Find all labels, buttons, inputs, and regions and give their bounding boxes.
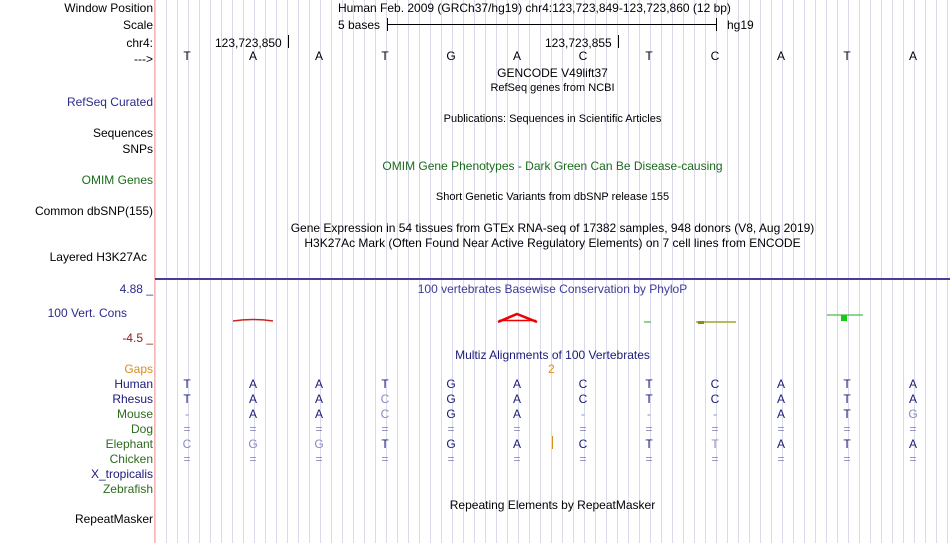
alignment-base: = bbox=[381, 452, 389, 466]
reference-base: T bbox=[381, 49, 389, 63]
ruler-position-2: 123,723,855 bbox=[545, 36, 612, 50]
gencode-track-title[interactable]: GENCODE V49lift37 bbox=[497, 66, 608, 80]
alignment-base: = bbox=[447, 422, 455, 436]
repeatmasker-track-description[interactable]: Repeating Elements by RepeatMasker bbox=[449, 498, 656, 512]
alignment-base: C bbox=[578, 392, 588, 406]
alignment-base: C bbox=[380, 407, 390, 421]
reference-base: T bbox=[843, 49, 851, 63]
gtex-track-description[interactable]: Gene Expression in 54 tissues from GTEx RNA-seq of 17382 samples, 948 donors (V8, Aug 2019) bbox=[290, 221, 815, 235]
alignment-base: C bbox=[380, 392, 390, 406]
conservation-max-label: 4.88 _ bbox=[119, 282, 153, 296]
strand-arrow-label[interactable]: ---> bbox=[134, 52, 153, 66]
alignment-base: = bbox=[843, 422, 851, 436]
alignment-base: = bbox=[579, 452, 587, 466]
track-area[interactable] bbox=[155, 0, 950, 543]
alignment-base: = bbox=[447, 452, 455, 466]
phylop-mark-5-bar bbox=[841, 315, 847, 321]
refseq-curated-label[interactable]: RefSeq Curated bbox=[66, 95, 153, 109]
repeatmasker-label[interactable]: RepeatMasker bbox=[74, 512, 153, 526]
alignment-base: T bbox=[183, 392, 191, 406]
alignment-base: = bbox=[645, 422, 653, 436]
reference-base: A bbox=[776, 49, 785, 63]
alignment-base: = bbox=[249, 452, 257, 466]
alignment-base: A bbox=[248, 377, 257, 391]
gaps-label[interactable]: Gaps bbox=[124, 362, 153, 376]
alignment-base: = bbox=[183, 452, 191, 466]
alignment-base: A bbox=[314, 407, 323, 421]
alignment-base: A bbox=[908, 392, 917, 406]
alignment-base: - bbox=[581, 407, 585, 421]
alignment-base: = bbox=[711, 422, 719, 436]
alignment-base: = bbox=[513, 452, 521, 466]
reference-base: T bbox=[183, 49, 191, 63]
alignment-base: A bbox=[512, 437, 521, 451]
alignment-base: T bbox=[645, 437, 653, 451]
alignment-base: T bbox=[381, 377, 389, 391]
alignment-base: C bbox=[578, 437, 588, 451]
alignment-base: T bbox=[711, 437, 719, 451]
snps-label[interactable]: SNPs bbox=[122, 142, 153, 156]
omim-genes-label[interactable]: OMIM Genes bbox=[81, 173, 153, 187]
alignment-base: A bbox=[776, 377, 785, 391]
alignment-base: A bbox=[776, 407, 785, 421]
species-label-zebrafish[interactable]: Zebrafish bbox=[102, 482, 153, 496]
alignment-base: = bbox=[843, 452, 851, 466]
gap-count: 2 bbox=[548, 362, 555, 376]
vert-cons-label[interactable]: 100 Vert. Cons bbox=[47, 306, 127, 320]
alignment-base: A bbox=[314, 377, 323, 391]
alignment-base: = bbox=[381, 422, 389, 436]
alignment-base: = bbox=[315, 422, 323, 436]
alignment-base: T bbox=[645, 377, 653, 391]
alignment-base: C bbox=[578, 377, 588, 391]
species-label-elephant[interactable]: Elephant bbox=[105, 437, 153, 451]
phylop-peak-1 bbox=[233, 320, 273, 322]
ruler-position-1: 123,723,850 bbox=[215, 36, 282, 50]
alignment-base: T bbox=[183, 377, 191, 391]
alignment-base: G bbox=[314, 437, 324, 451]
alignment-base: T bbox=[645, 392, 653, 406]
alignment-base: - bbox=[185, 407, 189, 421]
reference-base: T bbox=[645, 49, 653, 63]
phylop-track-description[interactable]: 100 vertebrates Basewise Conservation by PhyloP bbox=[417, 282, 688, 296]
dbsnp-track-description[interactable]: Short Genetic Variants from dbSNP release 155 bbox=[435, 191, 670, 203]
refseq-track-description[interactable]: RefSeq genes from NCBI bbox=[490, 82, 615, 94]
common-dbsnp-label[interactable]: Common dbSNP(155) bbox=[34, 204, 153, 218]
species-label-human[interactable]: Human bbox=[114, 377, 153, 391]
species-label-mouse[interactable]: Mouse bbox=[116, 407, 153, 421]
h3k27ac-track-description[interactable]: H3K27Ac Mark (Often Found Near Active Regulatory Elements) on 7 cell lines from ENCODE bbox=[304, 236, 801, 250]
alignment-base: = bbox=[315, 452, 323, 466]
alignment-base: = bbox=[645, 452, 653, 466]
alignment-base: A bbox=[512, 377, 521, 391]
alignment-base: C bbox=[182, 437, 192, 451]
scale-bar-label: 5 bases bbox=[338, 18, 381, 32]
species-label-chicken[interactable]: Chicken bbox=[109, 452, 153, 466]
alignment-base: G bbox=[248, 437, 258, 451]
alignment-base: T bbox=[381, 437, 389, 451]
alignment-base: T bbox=[843, 407, 851, 421]
alignment-base: C bbox=[710, 392, 720, 406]
alignment-base: C bbox=[710, 377, 720, 391]
alignment-base: = bbox=[777, 422, 785, 436]
chrom-label: chr4: bbox=[126, 36, 153, 50]
species-label-x-tropicalis[interactable]: X_tropicalis bbox=[90, 467, 153, 481]
alignment-base: = bbox=[579, 422, 587, 436]
alignment-base: A bbox=[908, 437, 917, 451]
alignment-base: A bbox=[776, 437, 785, 451]
sequences-label[interactable]: Sequences bbox=[92, 126, 153, 140]
reference-base: A bbox=[512, 49, 521, 63]
omim-track-description[interactable]: OMIM Gene Phenotypes - Dark Green Can Be Disease-causing bbox=[382, 159, 723, 173]
alignment-base: A bbox=[776, 392, 785, 406]
alignment-base: G bbox=[446, 377, 456, 391]
alignment-base: - bbox=[713, 407, 717, 421]
alignment-base: A bbox=[248, 392, 257, 406]
alignment-base: A bbox=[512, 392, 521, 406]
alignment-base: A bbox=[908, 377, 917, 391]
scale-label: Scale bbox=[122, 18, 153, 32]
phylop-conservation-plot bbox=[155, 0, 950, 543]
assembly-label: hg19 bbox=[727, 18, 754, 32]
alignment-base: = bbox=[777, 452, 785, 466]
alignment-base: T bbox=[843, 392, 851, 406]
reference-base: A bbox=[314, 49, 323, 63]
alignment-base: = bbox=[249, 422, 257, 436]
alignment-base: = bbox=[711, 452, 719, 466]
reference-base: C bbox=[578, 49, 588, 63]
alignment-base: G bbox=[908, 407, 918, 421]
track-labels-panel bbox=[0, 0, 155, 543]
alignment-base: = bbox=[909, 422, 917, 436]
alignment-base: G bbox=[446, 392, 456, 406]
alignment-base: A bbox=[512, 407, 521, 421]
reference-base: A bbox=[908, 49, 917, 63]
alignment-base: - bbox=[647, 407, 651, 421]
alignment-base: T bbox=[843, 377, 851, 391]
reference-base: G bbox=[446, 49, 456, 63]
species-label-rhesus[interactable]: Rhesus bbox=[112, 392, 153, 406]
layered-h3k27ac-label[interactable]: Layered H3K27Ac bbox=[49, 250, 147, 264]
alignment-base: = bbox=[513, 422, 521, 436]
species-label-dog[interactable]: Dog bbox=[130, 422, 153, 436]
alignment-base: = bbox=[909, 452, 917, 466]
alignment-base: = bbox=[183, 422, 191, 436]
conservation-min-label: -4.5 _ bbox=[122, 331, 153, 345]
alignment-base: T bbox=[843, 437, 851, 451]
alignment-base: A bbox=[314, 392, 323, 406]
alignment-base: A bbox=[248, 407, 257, 421]
phylop-mark-4-dot bbox=[698, 321, 704, 324]
window-position-text: Human Feb. 2009 (GRCh37/hg19) chr4:123,723,849-123,723,860 (12 bp) bbox=[338, 1, 731, 15]
gap-marker bbox=[552, 436, 553, 449]
window-position-label: Window Position bbox=[64, 1, 153, 15]
reference-base: A bbox=[248, 49, 257, 63]
alignment-base: G bbox=[446, 407, 456, 421]
multiz-track-description[interactable]: Multiz Alignments of 100 Vertebrates bbox=[455, 348, 650, 362]
publications-track-description[interactable]: Publications: Sequences in Scientific Articles bbox=[443, 113, 662, 125]
alignment-base: G bbox=[446, 437, 456, 451]
reference-base: C bbox=[710, 49, 720, 63]
